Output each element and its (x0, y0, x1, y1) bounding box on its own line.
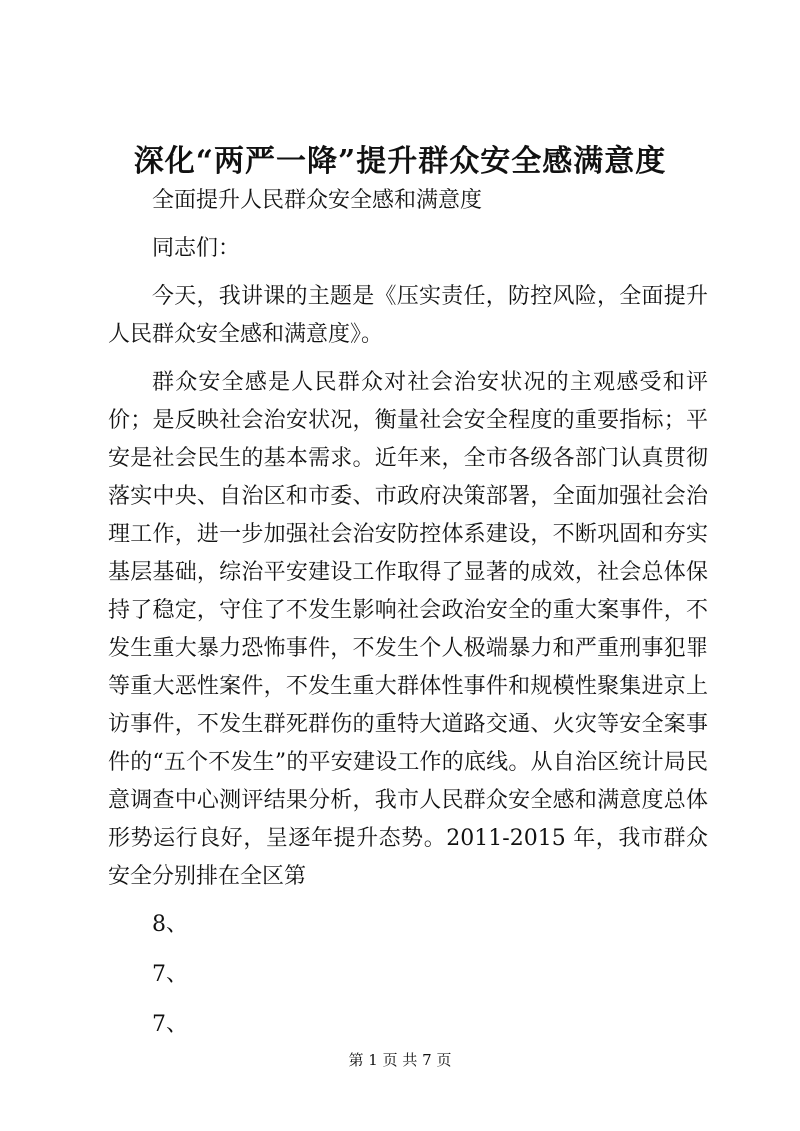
salutation-line: 同志们： (152, 236, 241, 261)
page-footer (0, 1050, 800, 1070)
document-title: 深化“两严一降”提升群众安全感满意度 (133, 144, 667, 179)
subtitle-line: 全面提升人民群众安全感和满意度 (152, 188, 483, 213)
paragraph-intro: 今天，我讲课的主题是《压实责任，防控风险，全面提升人民群众安全感和满意度》。 (108, 284, 708, 347)
page-number-label: 第 1 页 共 7 页 (348, 1051, 452, 1069)
list-item: 8、 (152, 912, 188, 937)
document-body (108, 182, 708, 1056)
paragraph-main: 群众安全感是人民群众对社会治安状况的主观感受和评价；是反映社会治安状况，衡量社会安全程度的重要指标；平安是社会民生的基本需求。近年来，全市各级各部门认真贯彻落实中央、自治区和市委、市政府决策部署，全面加强社会治理工作，进一步加强社会治安防控体系建设，不断巩固和夯实基层基础，综治平安建设工作取得了显著的成效，社会总体保持了稳定，守住了不发生影响社会政治安全的重大案事件，不发生重大暴力恐怖事件，不发生个人极端暴力和严重刑事犯罪等重大恶性案件，不发生重大群体性事件和规模性聚集进京上访事件，不发生群死群伤的重特大道路交通、火灾等安全案事件的“五个不发生”的平安建设工作的底线。从自治区统计局民意调查中心测评结果分析，我市人民群众安全感和满意度总体形势运行良好，呈逐年提升态势。2011-2015 年，我市群众安全分别排在全区第 (108, 370, 708, 889)
list-item: 7、 (152, 962, 188, 987)
list-item: 7、 (152, 1012, 188, 1037)
